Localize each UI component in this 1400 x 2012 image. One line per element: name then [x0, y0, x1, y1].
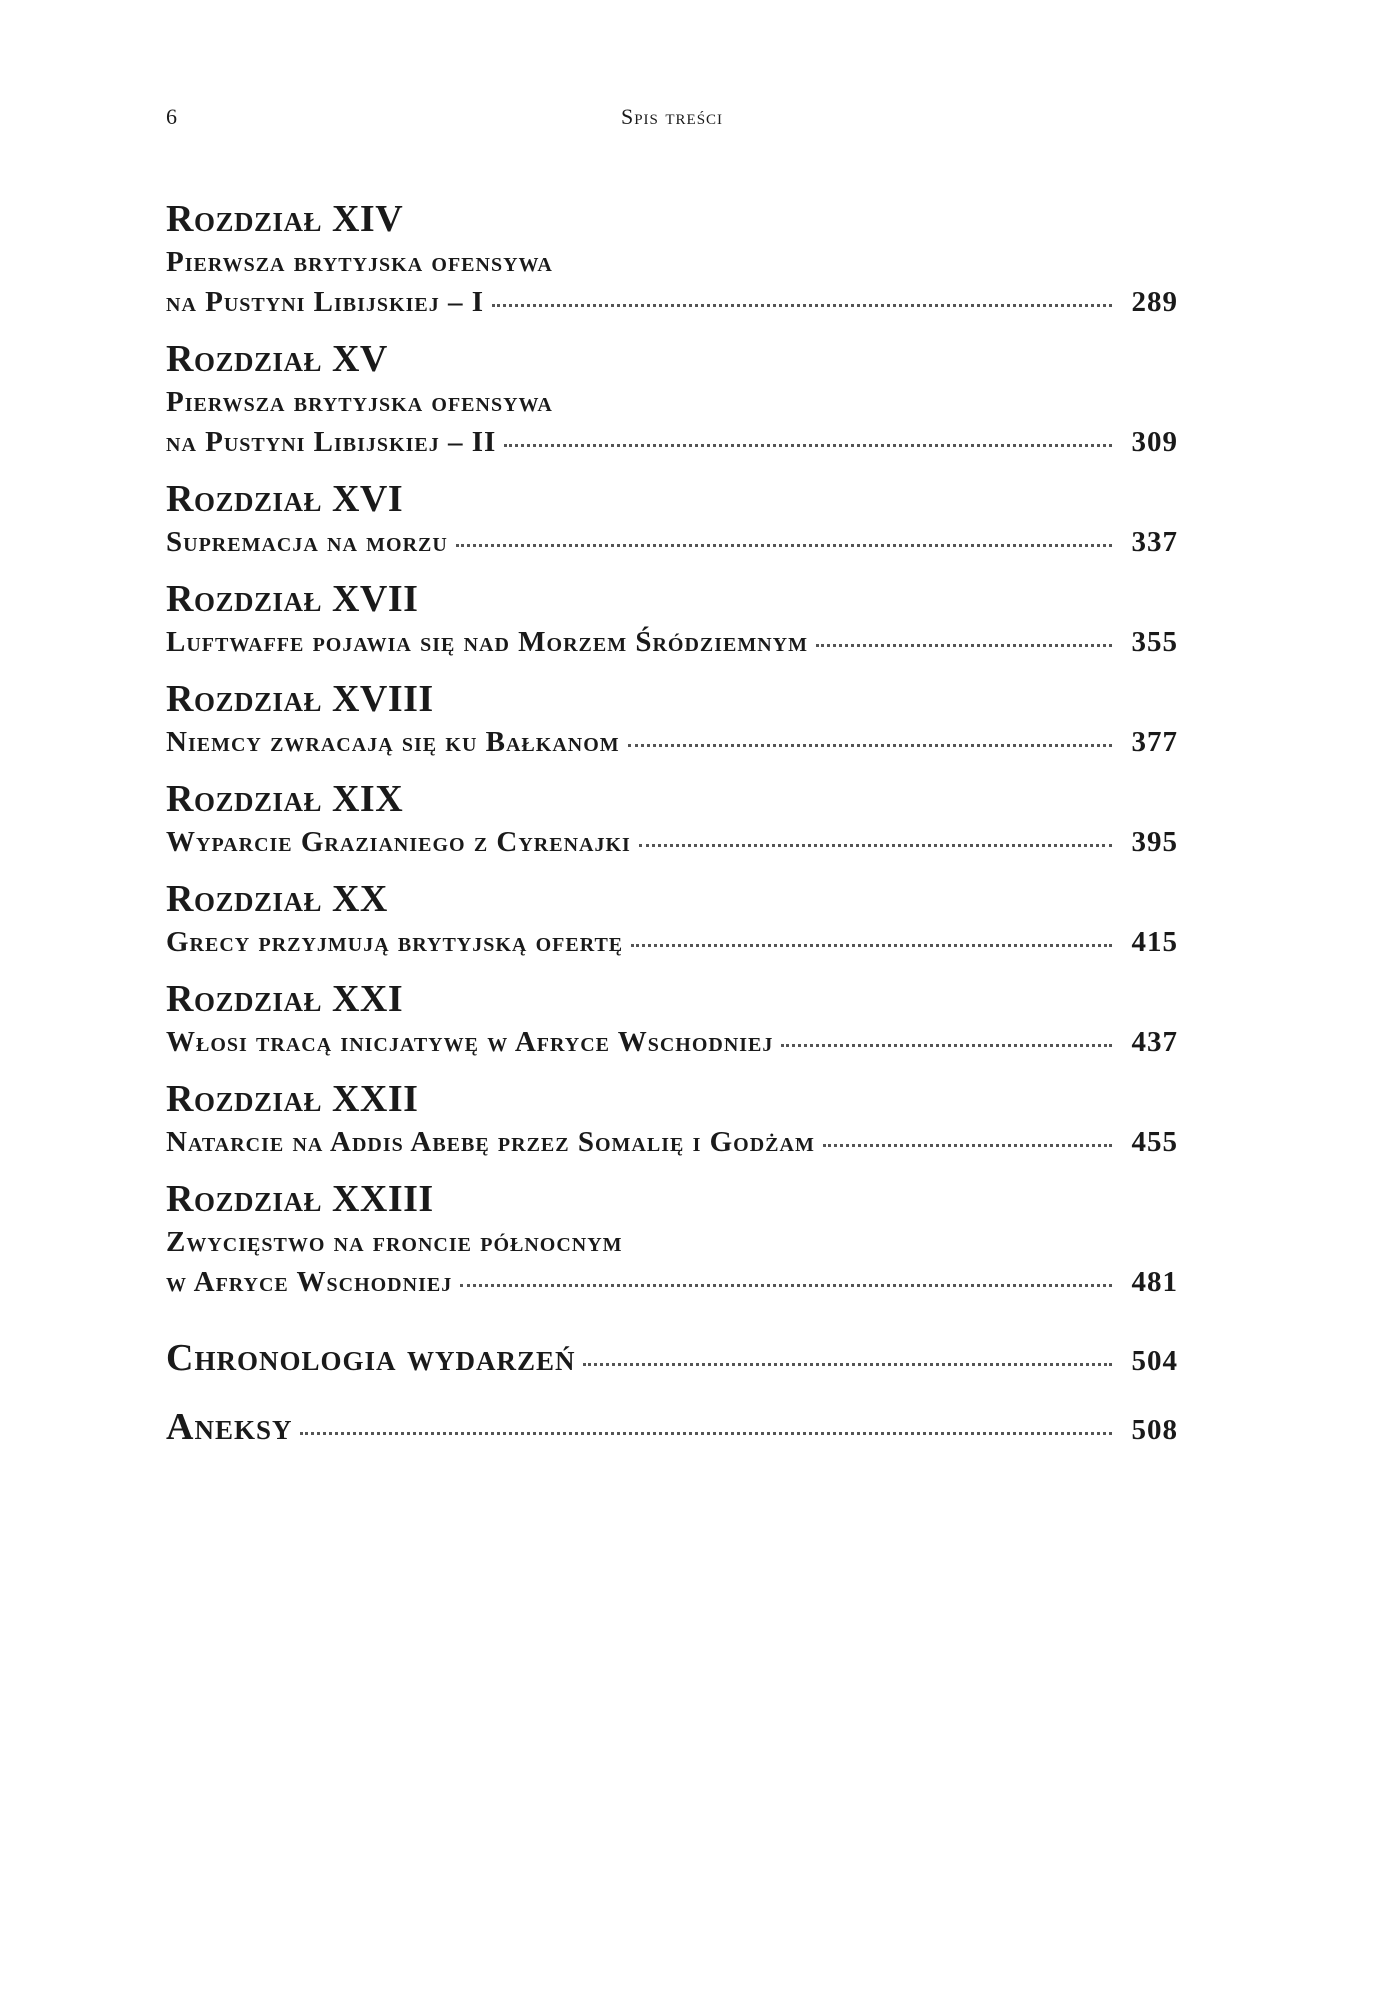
chapter-title-last-line — [166, 1122, 1178, 1162]
chapter-title-last-line — [166, 1262, 1178, 1302]
chapter-title-line: Pierwsza brytyjska ofensywa — [166, 246, 553, 278]
dot-leader — [631, 944, 1112, 947]
dot-leader — [816, 644, 1112, 647]
back-matter-title: Aneksy — [166, 1406, 293, 1448]
chapter-title-last-line — [166, 622, 1178, 662]
toc-entry-chapter-22 — [166, 1076, 1178, 1162]
toc-entry-chapter-17 — [166, 576, 1178, 662]
chapter-label: Rozdział XVIII — [166, 678, 434, 720]
chapter-title-last-line — [166, 522, 1178, 562]
toc-entry-chapter-14 — [166, 196, 1178, 322]
chapter-title-text: Supremacja na morzu — [166, 526, 448, 558]
back-matter-title: Chronologia wydarzeń — [166, 1337, 576, 1379]
toc-entry-chronology — [166, 1332, 1178, 1387]
toc-entry-chapter-15 — [166, 336, 1178, 462]
page-ref: 337 — [1131, 526, 1178, 558]
page-ref: 377 — [1131, 726, 1178, 758]
chapter-title-text: na Pustyni Libijskiej – II — [166, 426, 497, 458]
chapter-title-text: Włosi tracą inicjatywę w Afryce Wschodniej — [166, 1026, 774, 1058]
chapter-title-text: Luftwaffe pojawia się nad Morzem Śródziemnym — [166, 626, 808, 658]
chapter-title-last-line — [166, 722, 1178, 762]
page-ref: 415 — [1131, 926, 1178, 958]
chapter-title-text: Wyparcie Grazianiego z Cyrenajki — [166, 826, 631, 858]
toc-entry-chapter-21 — [166, 976, 1178, 1062]
chapter-title-text: na Pustyni Libijskiej – I — [166, 286, 485, 318]
chapter-title-last-line — [166, 922, 1178, 962]
back-matter-line — [166, 1401, 1178, 1456]
chapter-title-last-line — [166, 1022, 1178, 1062]
chapter-label: Rozdział XIX — [166, 778, 404, 820]
chapter-label: Rozdział XXII — [166, 1078, 419, 1120]
chapter-label: Rozdział XV — [166, 338, 388, 380]
dot-leader — [628, 744, 1112, 747]
page-ref: 309 — [1131, 426, 1178, 458]
chapter-title-line: Pierwsza brytyjska ofensywa — [166, 386, 553, 418]
page-ref: 481 — [1131, 1266, 1178, 1298]
chapter-label: Rozdział XVI — [166, 478, 404, 520]
dot-leader — [781, 1044, 1112, 1047]
page-ref: 395 — [1131, 826, 1178, 858]
chapter-title-text: Grecy przyjmują brytyjską ofertę — [166, 926, 624, 958]
chapter-label: Rozdział XXI — [166, 978, 404, 1020]
chapter-label: Rozdział XX — [166, 878, 388, 920]
dot-leader — [639, 844, 1112, 847]
toc-entry-chapter-23 — [166, 1176, 1178, 1302]
dot-leader — [823, 1144, 1112, 1147]
toc-entry-chapter-19 — [166, 776, 1178, 862]
chapter-label: Rozdział XVII — [166, 578, 419, 620]
toc-entry-annexes — [166, 1401, 1178, 1456]
toc-entry-chapter-20 — [166, 876, 1178, 962]
chapter-title-line: Zwycięstwo na froncie północnym — [166, 1226, 623, 1258]
chapter-title-text: Natarcie na Addis Abebę przez Somalię i Godżam — [166, 1126, 815, 1158]
dot-leader — [492, 304, 1112, 307]
chapter-title-text: Niemcy zwracają się ku Bałkanom — [166, 726, 620, 758]
dot-leader — [460, 1284, 1112, 1287]
chapter-title-last-line — [166, 282, 1178, 322]
page-ref: 508 — [1131, 1414, 1178, 1446]
dot-leader — [300, 1432, 1112, 1435]
page-ref: 437 — [1131, 1026, 1178, 1058]
running-title: Spis treści — [620, 104, 724, 129]
page-ref: 504 — [1131, 1345, 1178, 1377]
running-head — [166, 104, 1178, 134]
chapter-label: Rozdział XIV — [166, 198, 404, 240]
dot-leader — [504, 444, 1112, 447]
page-ref: 355 — [1131, 626, 1178, 658]
table-of-contents — [166, 196, 1178, 1456]
page-ref: 289 — [1131, 286, 1178, 318]
back-matter-line — [166, 1332, 1178, 1387]
dot-leader — [583, 1363, 1112, 1366]
chapter-title-text: w Afryce Wschodniej — [166, 1266, 453, 1298]
toc-entry-chapter-16 — [166, 476, 1178, 562]
page-number: 6 — [166, 104, 177, 129]
dot-leader — [456, 544, 1112, 547]
toc-entry-chapter-18 — [166, 676, 1178, 762]
page-ref: 455 — [1131, 1126, 1178, 1158]
chapter-label: Rozdział XXIII — [166, 1178, 434, 1220]
chapter-title-last-line — [166, 422, 1178, 462]
chapter-title-last-line — [166, 822, 1178, 862]
